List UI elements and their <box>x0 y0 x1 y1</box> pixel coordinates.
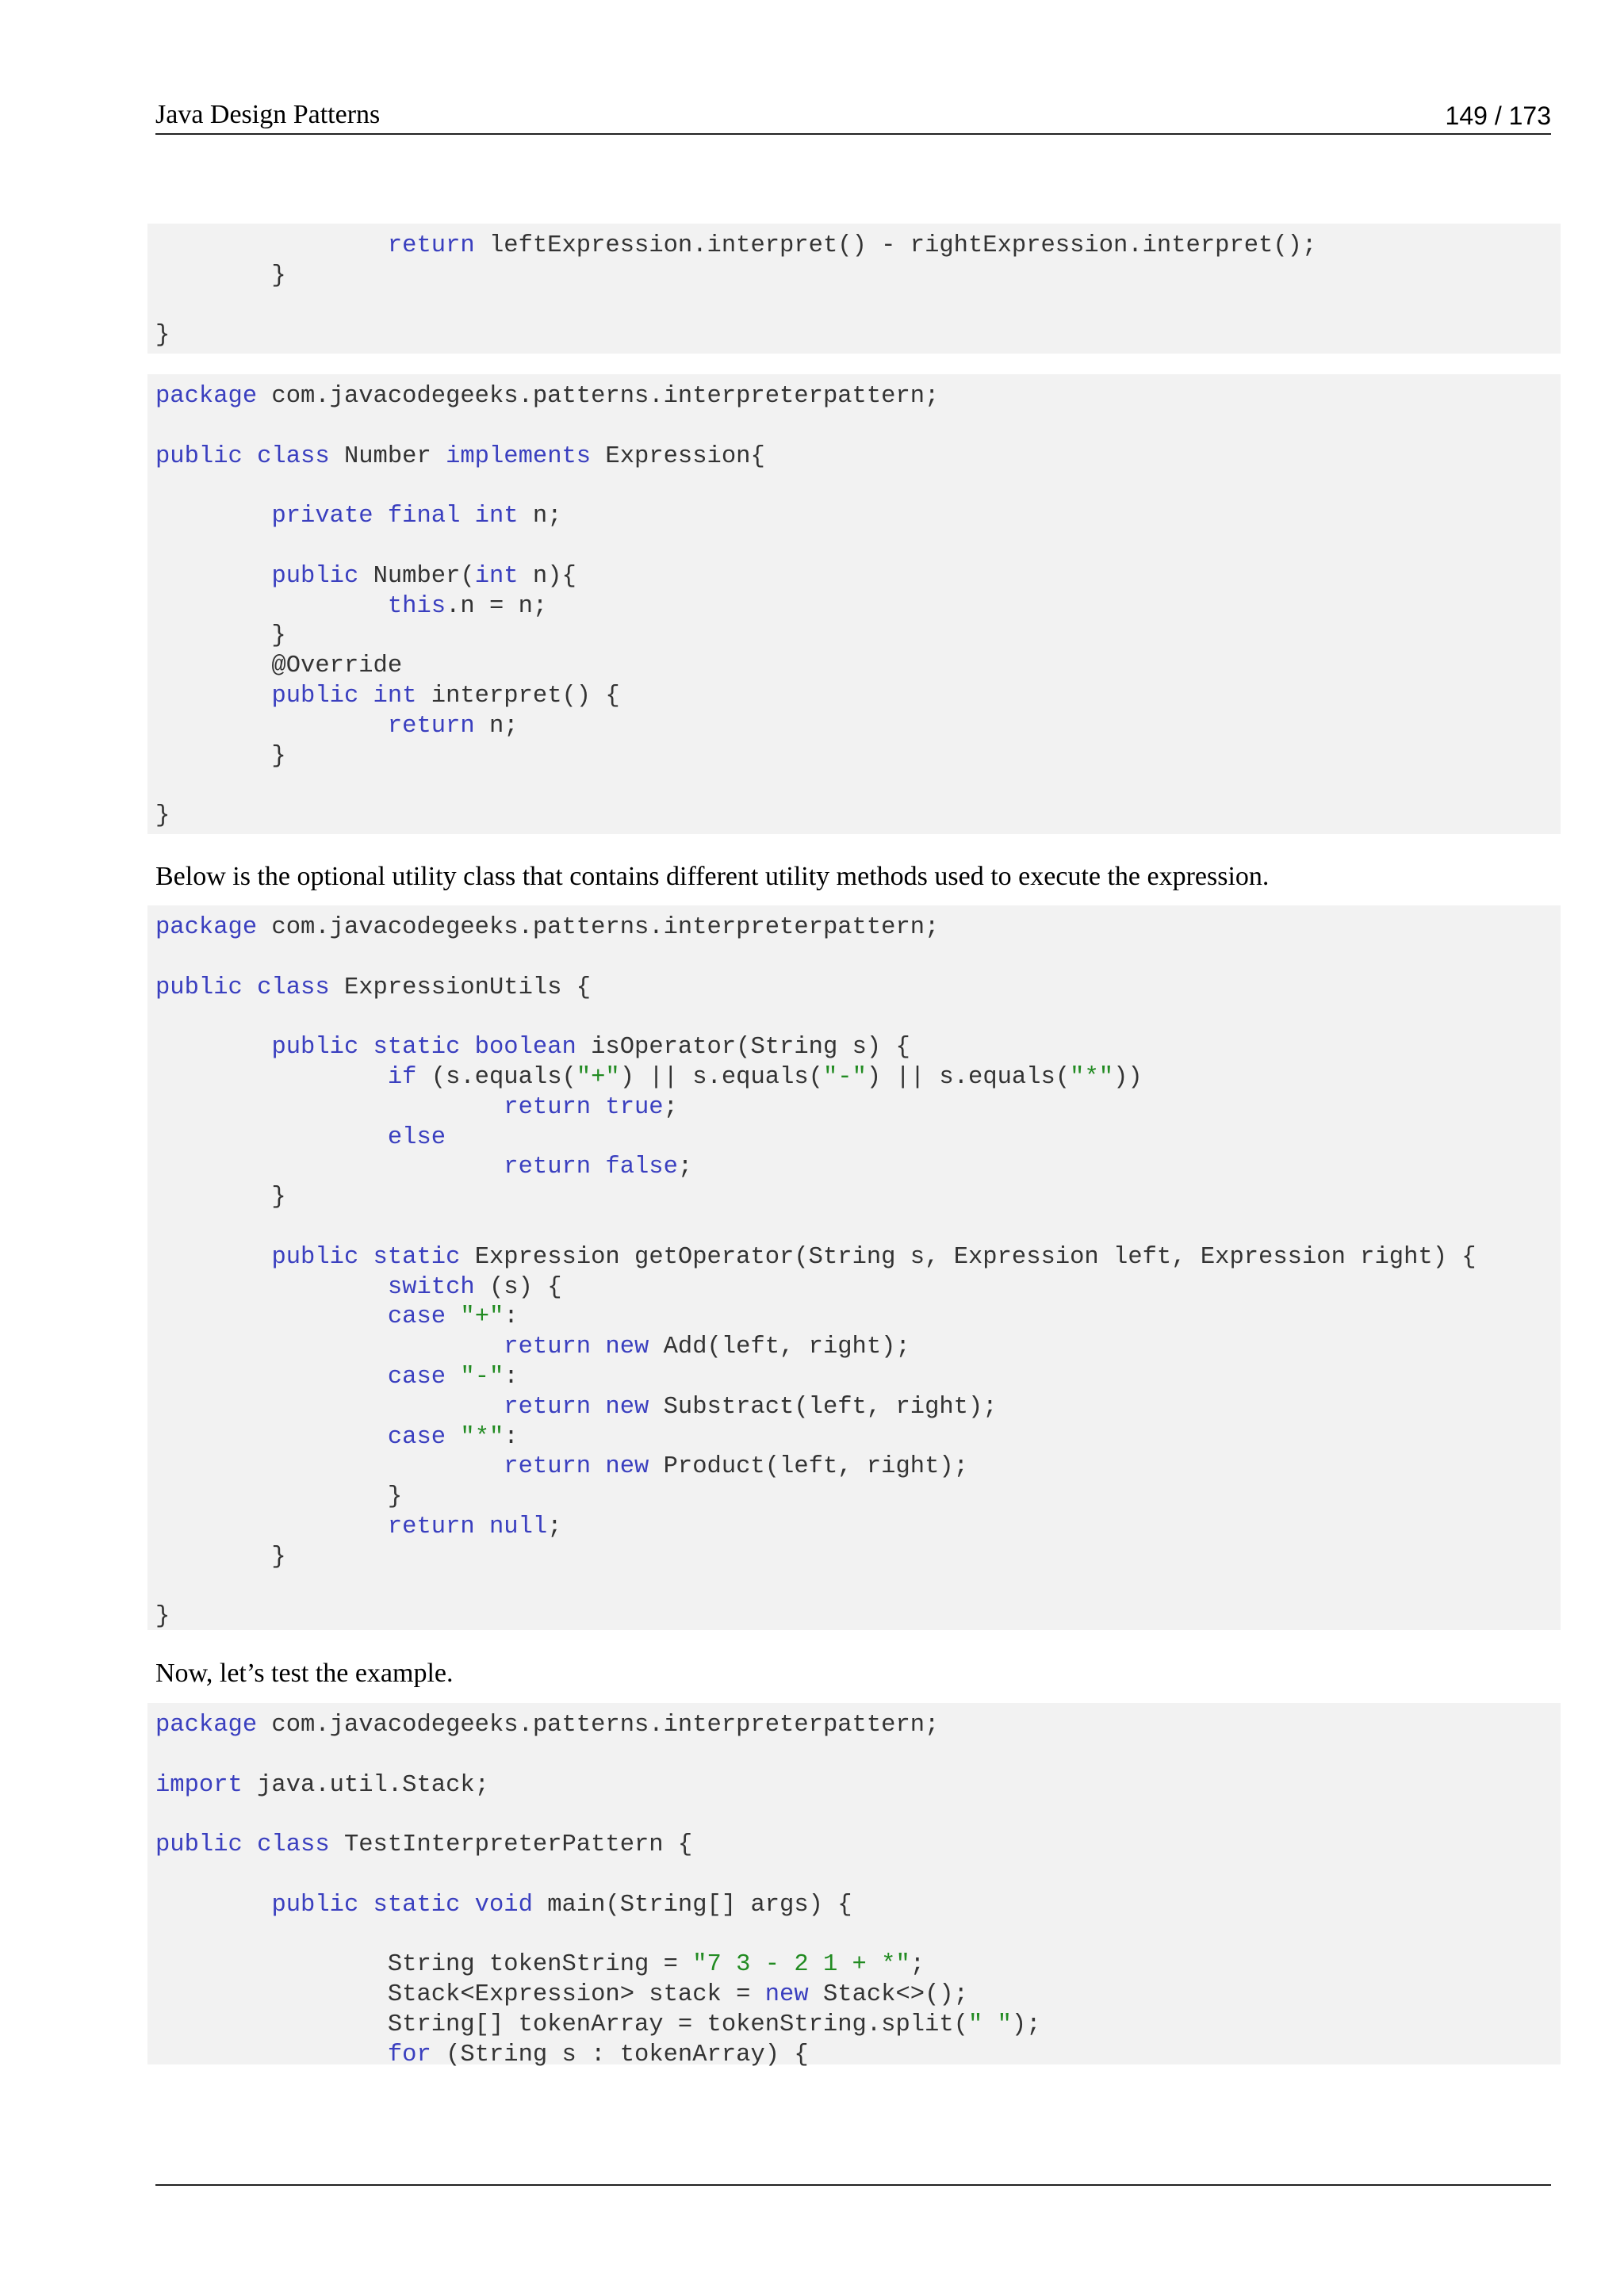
code-keyword: private final int <box>271 503 519 530</box>
code-text: leftExpression.interpret() - rightExpression.interpret(); <box>474 232 1317 259</box>
code-text: ExpressionUtils { <box>329 974 592 1001</box>
code-text <box>155 1334 504 1360</box>
code-text <box>446 1303 460 1330</box>
code-keyword: return <box>387 712 475 740</box>
code-line <box>155 1453 968 1480</box>
code-line <box>155 743 286 770</box>
code-line <box>155 1483 402 1510</box>
code-keyword: implements <box>446 442 592 470</box>
code-text: Add(left, right); <box>649 1334 910 1361</box>
code-text <box>446 1364 460 1391</box>
code-line <box>155 974 591 1001</box>
code-text: interpret() { <box>416 682 620 710</box>
code-text: n; <box>474 712 519 740</box>
code-string: " " <box>967 2011 1012 2038</box>
code-line <box>155 503 562 530</box>
code-line <box>155 1603 170 1630</box>
code-block-number-class <box>147 374 1561 834</box>
code-listing <box>147 1703 1561 2071</box>
code-line <box>155 1184 286 1211</box>
code-keyword: package <box>155 383 258 410</box>
page-number: 149 / 173 <box>1445 101 1551 130</box>
document-title: Java Design Patterns <box>155 100 381 129</box>
code-line <box>155 232 1316 259</box>
code-keyword: package <box>155 914 258 941</box>
code-line <box>155 1712 939 1739</box>
code-line <box>155 1094 678 1121</box>
code-keyword: import <box>155 1771 243 1799</box>
code-block-expression-utils <box>147 905 1561 1630</box>
code-text: com.javacodegeeks.patterns.interpreterpattern; <box>257 383 940 410</box>
code-string: "7 3 - 2 1 + *" <box>692 1951 910 1979</box>
code-keyword: return false <box>504 1154 678 1181</box>
code-string: "-" <box>822 1063 867 1091</box>
code-text: Expression{ <box>591 442 765 470</box>
code-text: (s) { <box>474 1273 562 1301</box>
code-keyword: this <box>387 592 446 620</box>
code-text: Product(left, right); <box>649 1453 968 1481</box>
code-keyword: public static boolean <box>271 1034 576 1062</box>
code-text <box>155 1303 388 1330</box>
code-text: Number( <box>358 562 475 590</box>
code-keyword: switch <box>387 1273 475 1301</box>
code-line <box>155 1364 519 1391</box>
code-text <box>155 1094 504 1121</box>
code-text: ; <box>547 1513 562 1540</box>
code-string: "+" <box>576 1063 620 1091</box>
code-text <box>155 1513 388 1540</box>
code-text: : <box>504 1363 519 1391</box>
code-keyword: for <box>387 2041 431 2068</box>
code-text <box>155 713 388 740</box>
code-block-test-interpreter <box>147 1703 1561 2068</box>
code-line <box>155 713 519 740</box>
code-keyword: public int <box>271 682 417 710</box>
test-intro-paragraph: Now, let’s test the example. <box>155 1659 454 1688</box>
code-text: @Override <box>155 652 403 680</box>
code-keyword: case <box>387 1363 446 1391</box>
code-text <box>155 1453 504 1480</box>
code-text: com.javacodegeeks.patterns.interpreterpattern; <box>257 914 940 941</box>
code-keyword: public static void <box>271 1891 533 1919</box>
code-line <box>155 1124 446 1151</box>
code-keyword: public <box>271 562 359 590</box>
code-keyword: return true <box>504 1093 664 1121</box>
code-keyword: public class <box>155 442 330 470</box>
code-keyword: package <box>155 1712 258 1739</box>
code-text: java.util.Stack; <box>242 1771 489 1799</box>
code-text <box>155 1364 388 1391</box>
code-keyword: return new <box>504 1453 649 1481</box>
code-text <box>155 1064 388 1091</box>
code-text: } <box>155 262 286 289</box>
code-text: } <box>155 1184 286 1211</box>
code-line <box>155 262 286 289</box>
code-text: Stack<>(); <box>808 1981 968 2009</box>
code-text: } <box>155 742 286 770</box>
code-line <box>155 914 939 941</box>
code-text: main(String[] args) { <box>532 1891 852 1919</box>
code-line <box>155 1303 519 1330</box>
code-block-substract-tail <box>147 224 1561 354</box>
code-text: n){ <box>518 562 576 590</box>
code-keyword: public class <box>155 1831 330 1859</box>
utility-intro-paragraph: Below is the optional utility class that contains different utility methods used to execute the expression. <box>155 862 1270 891</box>
code-keyword: else <box>387 1123 446 1151</box>
code-text: ) || s.equals( <box>619 1063 823 1091</box>
code-text <box>155 563 271 590</box>
code-line <box>155 1981 968 2008</box>
code-keyword: if <box>387 1063 417 1091</box>
code-line <box>155 322 170 349</box>
code-string: "*" <box>1070 1063 1114 1091</box>
code-line <box>155 1424 519 1451</box>
code-text: String tokenString = <box>155 1951 693 1979</box>
footer-rule <box>155 2184 1551 2186</box>
code-text: ) || s.equals( <box>866 1063 1071 1091</box>
code-line <box>155 1064 1143 1091</box>
code-keyword: case <box>387 1423 446 1451</box>
code-listing <box>147 374 1561 832</box>
code-line <box>155 683 620 710</box>
code-text <box>155 1034 271 1061</box>
code-line <box>155 1831 692 1858</box>
code-text: TestInterpreterPattern { <box>329 1831 693 1859</box>
code-text <box>155 1274 388 1301</box>
code-text <box>155 1424 388 1451</box>
code-line <box>155 563 576 590</box>
code-text: com.javacodegeeks.patterns.interpreterpattern; <box>257 1712 940 1739</box>
code-text: Stack<Expression> stack = <box>155 1981 765 2009</box>
code-line <box>155 1274 562 1301</box>
code-text: Expression getOperator(String s, Expression left, Expression right) { <box>460 1243 1477 1271</box>
code-line <box>155 652 402 679</box>
code-line <box>155 2042 809 2068</box>
code-line <box>155 1034 910 1061</box>
code-keyword: new <box>764 1981 809 2009</box>
code-text <box>155 1892 271 1919</box>
code-text <box>446 1424 460 1451</box>
code-text <box>155 2042 388 2068</box>
code-text: : <box>504 1303 519 1331</box>
code-text: ; <box>910 1951 925 1979</box>
code-text: String[] tokenArray = tokenString.split( <box>155 2011 968 2038</box>
code-string: "*" <box>460 1423 504 1451</box>
code-keyword: return <box>387 232 475 259</box>
code-text <box>155 1154 504 1181</box>
code-line <box>155 1892 852 1919</box>
code-text <box>155 503 271 530</box>
code-line <box>155 383 939 410</box>
code-line <box>155 1334 910 1360</box>
code-text: )) <box>1113 1063 1143 1091</box>
code-text: } <box>155 1483 403 1511</box>
code-keyword: return new <box>504 1393 649 1421</box>
code-line <box>155 622 286 649</box>
code-text: Number <box>329 442 446 470</box>
code-keyword: return null <box>387 1513 548 1540</box>
code-line <box>155 1244 1477 1271</box>
code-text: n; <box>518 503 562 530</box>
code-text: Substract(left, right); <box>649 1393 998 1421</box>
code-line <box>155 443 765 470</box>
code-text <box>155 683 271 710</box>
code-text: ; <box>677 1154 693 1181</box>
code-text: } <box>155 1603 170 1631</box>
code-text: } <box>155 322 170 350</box>
code-line <box>155 1513 562 1540</box>
code-line <box>155 2011 1041 2038</box>
code-text: (s.equals( <box>416 1063 576 1091</box>
code-keyword: public static <box>271 1243 461 1271</box>
code-keyword: return new <box>504 1334 649 1361</box>
code-keyword: public class <box>155 974 330 1001</box>
code-line <box>155 1154 692 1181</box>
code-string: "-" <box>460 1363 504 1391</box>
code-line <box>155 1772 489 1799</box>
code-text: } <box>155 622 286 650</box>
code-text <box>155 593 388 620</box>
code-text: .n = n; <box>446 592 548 620</box>
code-text: : <box>504 1423 519 1451</box>
code-listing <box>147 224 1561 351</box>
code-line <box>155 1951 925 1978</box>
code-line <box>155 802 170 829</box>
code-text <box>155 1244 271 1271</box>
code-text: (String s : tokenArray) { <box>431 2041 809 2068</box>
code-text <box>155 1124 388 1151</box>
code-text: ; <box>663 1093 678 1121</box>
code-line <box>155 593 547 620</box>
code-text: } <box>155 802 170 830</box>
code-listing <box>147 905 1561 1632</box>
page-header <box>155 94 1551 135</box>
code-string: "+" <box>460 1303 504 1331</box>
code-text: ); <box>1011 2011 1041 2038</box>
code-text: } <box>155 1543 286 1571</box>
code-text <box>155 232 388 259</box>
code-text: isOperator(String s) { <box>576 1034 910 1062</box>
code-line <box>155 1544 286 1571</box>
code-line <box>155 1394 998 1421</box>
code-keyword: int <box>474 562 519 590</box>
code-keyword: case <box>387 1303 446 1331</box>
code-text <box>155 1394 504 1421</box>
